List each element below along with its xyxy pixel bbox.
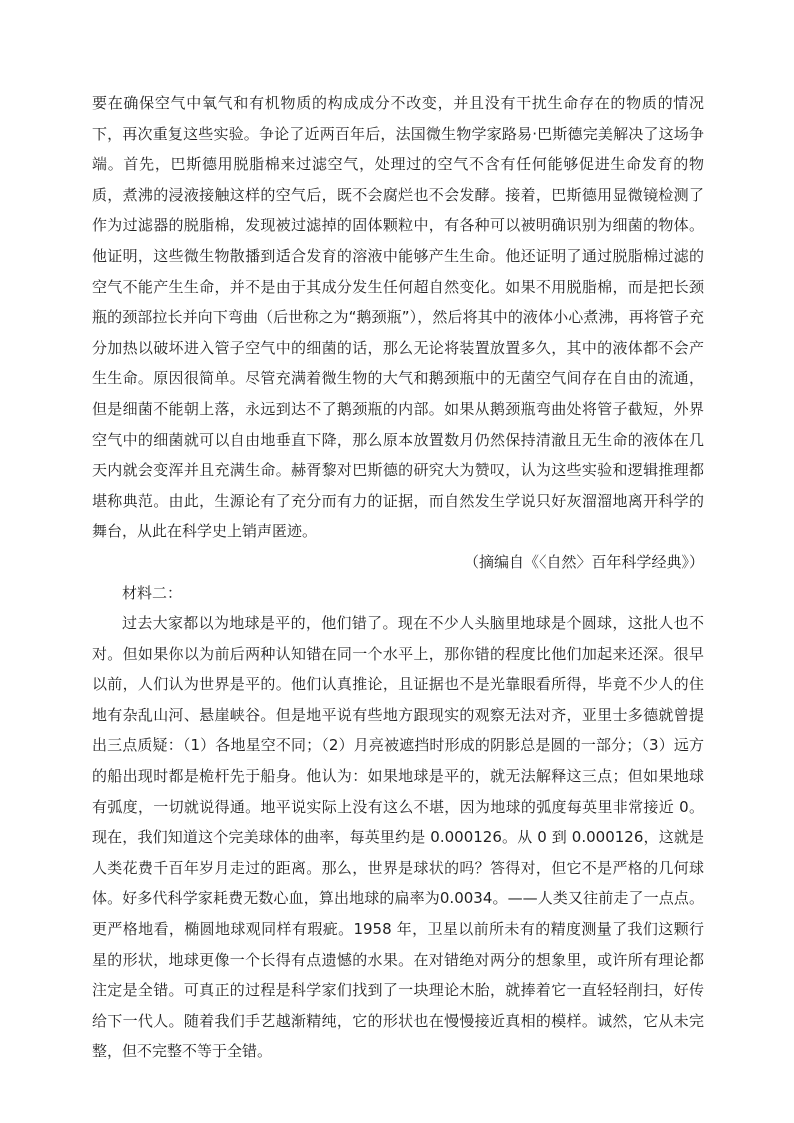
material-2-label: 材料二：: [122, 583, 183, 602]
document-body: [92, 88, 704, 1067]
source-citation: （摘编自《〈自然〉百年科学经典》）: [463, 552, 704, 571]
material-1-paragraph: 要在确保空气中氧气和有机物质的构成成分不改变，并且没有干扰生命存在的物质的情况下，再次重复这些实验。争论了近两百年后，法国微生物学家路易·巴斯德完美解决了这场争端。首先，巴斯德用脱脂棉来过滤空气，处理过的空气不含有任何能够促进生命发育的物质，煮沸的浸液接触这样的空气后，既不会腐烂也不会发酵。接着，巴斯德用显微镜检测了作为过滤器的脱脂棉，发现被过滤掉的固体颗粒中，有各种可以被明确识别为细菌的物体。他证明，这些微生物散播到适合发育的溶液中能够产生生命。他还证明了通过脱脂棉过滤的空气不能产生生命，并不是由于其成分发生任何超自然变化。如果不用脱脂棉，而是把长颈瓶的颈部拉长并向下弯曲（后世称之为“鹅颈瓶”），然后将其中的液体小心煮沸，再将管子充分加热以破坏进入管子空气中的细菌的话，那么无论将装置放置多久，其中的液体都不会产生生命。原因很简单。尽管充满着微生物的大气和鹅颈瓶中的无菌空气间存在自由的流通，但是细菌不能朝上落，永远到达不了鹅颈瓶的内部。如果从鹅颈瓶弯曲处将管子截短，外界空气中的细菌就可以自由地垂直下降，那么原本放置数月仍然保持清澈且无生命的液体在几天内就会变浑并且充满生命。赫胥黎对巴斯德的研究大为赞叹，认为这些实验和逻辑推理都堪称典范。由此，生源论有了充分而有力的证据，而自然发生学说只好灰溜溜地离开科学的舞台，从此在科学史上销声匿迹。: [92, 94, 704, 541]
material-2-paragraph: 过去大家都以为地球是平的，他们错了。现在不少人头脑里地球是个圆球，这批人也不对。但如果你以为前后两种认知错在同一个水平上，那你错的程度比他们加起来还深。很早以前，人们认为世界是平的。他们认真推论，且证据也不是光靠眼看所得，毕竟不少人的住地有杂乱山河、悬崖峡谷。但是地平说有些地方跟现实的观察无法对齐，亚里士多德就曾提出三点质疑：（1）各地星空不同；（2）月亮被遮挡时形成的阴影总是圆的一部分；（3）远方的船出现时都是桅杆先于船身。他认为：如果地球是平的，就无法解释这三点；但如果地球有弧度，一切就说得通。地平说实际上没有这么不堪，因为地球的弧度每英里非常接近 0。现在，我们知道这个完美球体的曲率，每英里约是 0.000126。从 0 到 0.000126，这就是人类花费千百年岁月走过的距离。那么，世界是球状的吗？答得对，但它不是严格的几何球体。好多代科学家耗费无数心血，算出地球的扁率为0.0034。——人类又往前走了一点点。更严格地看，椭圆地球观同样有瑕疵。1958 年，卫星以前所未有的精度测量了我们这颗行星的形状，地球更像一个长得有点遗憾的水果。在对错绝对两分的想象里，或许所有理论都注定是全错。可真正的过程是科学家们找到了一块理论木胎，就捧着它一直轻轻削扫，好传给下一代人。随着我们手艺越渐精纯，它的形状也在慢慢接近真相的模样。诚然，它从未完整，但不完整不等于全错。: [92, 614, 704, 1061]
